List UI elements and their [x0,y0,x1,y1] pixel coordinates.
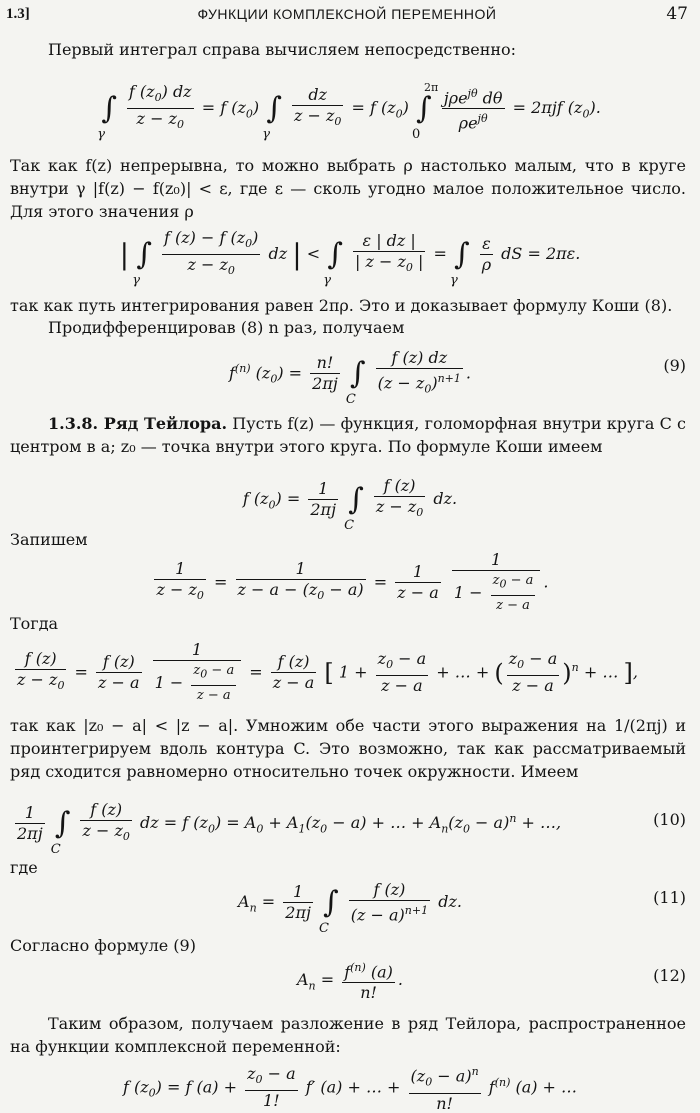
equation-number-12: (12) [653,966,686,985]
paragraph-9: где [10,858,38,877]
equation-number-10: (10) [653,810,686,829]
equation-9: $f^{(n)}$ $(z_0)$ = $\frac{n!}{2\pi j}$ ∫ C $\frac{f (z) dz}{(z - z_0)^{n+1}}$ . [228,348,471,408]
equation-number-9: (9) [663,356,686,375]
paragraph-5-text: Пусть f(z) — функция, голоморфная внутри круга C с центром в a; z₀ — точка внутри этого круга. По формуле Коши имеем [10,414,686,456]
equation-series: $\frac{f (z)}{z - z_0}$ = $\frac{f (z)}{z - a}$ 1 1 − $\frac{z_0 - a}{z - a}$ = $\frac{f (z)}{z - a}$ [ 1 + $\frac{z_0 - a}{z - a}$ + … + ( $\frac{z_0 - a}{z - a}$ )$^n$ + … ], [17,640,638,703]
paragraph-11: Таким образом, получаем разложение в ряд Тейлора, распространенное на функции комплексной переменной: [10,1014,686,1056]
paragraph-1: Первый интеграл справа вычисляем непосредственно: [48,40,517,59]
equation-12: $A_n$ = $\frac{f^{(n)} (a)}{n!}$ . [0,958,700,1003]
paragraph-5 [10,412,686,458]
paragraph-10: Согласно формуле (9) [10,936,196,955]
equation-kernel-expansion: $\frac{1}{z - z_0}$ = $\frac{1}{z - a - (z_0 - a)}$ = $\frac{1}{z - a}$ 1 1 − $\frac{z_0 - a}{z - a}$ . [156,550,549,613]
equation-taylor-series: f $(z_0) = f$ (a) + $\frac{z_0 - a}{1!}$ f′ (a) + … + $\frac{(z_0 - a)^n}{n!}$ $f^{(n)}$ (a) + … [0,1062,700,1113]
equation-10: $\frac{1}{2\pi j}$ ∫ C $\frac{f (z)}{z - z_0}$ dz = f $(z_0) = A_0 + A_1(z_0 - a)$ + … + $A_n(z_0 - a)^n$ + …, [17,800,562,858]
page-number: 47 [666,4,688,24]
running-header [6,4,688,28]
equation-first-integral: ∫ γ $\frac{f (z_0) dz}{z - z_0}$ = f $(z_0)$ ∫ γ $\frac{dz}{z - z_0}$ = f $(z_0)$ ∫ 2π 0 $\frac{j\rho e^{j\theta} d\theta}{\rho e^{j\theta}}$ = 2πjf $(z_0)$. [97,81,601,143]
paragraph-8: так как |z₀ − a| < |z − a|. Умножим обе части этого выражения на 1/(2πj) и проинтегрируем вдоль контура C. Это возможно, так как рассматриваемый ряд сходится равномерно относительно точек окружности. Имеем [10,716,686,781]
section-ref: 1.3] [6,6,30,22]
equation-estimate: | ∫ γ $\frac{f (z) - f (z_0)}{z - z_0}$ dz | < ∫ γ $\frac{\varepsilon | dz |}{| z - z_0 |}$ = ∫ γ $\frac{\varepsilon}{\rho}$ dS = 2πε. [119,228,581,289]
paragraph-4: Продифференцировав (8) n раз, получаем [48,318,405,337]
paragraph-3: так как путь интегрирования равен 2πρ. Это и доказывает формулу Коши (8). [10,296,673,315]
chapter-title: ФУНКЦИИ КОМПЛЕКСНОЙ ПЕРЕМЕННОЙ [197,6,497,22]
equation-cauchy: f $(z_0)$ = $\frac{1}{2\pi j}$ ∫ C $\frac{f (z)}{z - z_0}$ dz. [242,476,458,534]
equation-11: $A_n$ = $\frac{1}{2\pi j}$ ∫ C $\frac{f (z)}{(z - a)^{n+1}}$ dz. [238,880,462,937]
paragraph-6: Запишем [10,530,88,549]
paragraph-2: Так как f(z) непрерывна, то можно выбрать ρ настолько малым, что в круге внутри γ |f(z) − f(z₀)| < ε, где ε — сколь угодно малое положительное число. Для этого значения ρ [10,156,686,221]
equation-number-11: (11) [653,888,686,907]
paragraph-7: Тогда [10,614,59,633]
section-heading-taylor: 1.3.8. Ряд Тейлора. [48,414,228,433]
